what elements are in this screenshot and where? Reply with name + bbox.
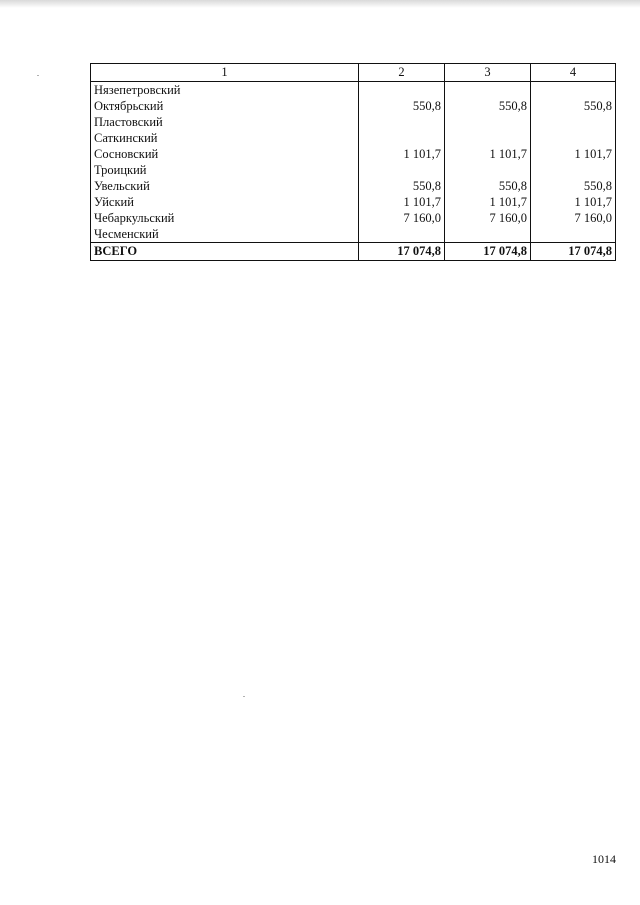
district-name: Чебаркульский [91,210,359,226]
value-cell [531,226,616,243]
value-cell [531,130,616,146]
value-cell [359,130,445,146]
value-cell: 7 160,0 [531,210,616,226]
scan-edge-shadow [0,0,640,8]
district-name: Нязепетровский [91,82,359,99]
district-name: Троицкий [91,162,359,178]
table-row [91,146,616,162]
value-cell: 1 101,7 [359,194,445,210]
value-cell: 550,8 [445,98,531,114]
value-cell: 1 101,7 [531,194,616,210]
table-row [91,226,616,243]
value-cell [445,114,531,130]
value-cell: 7 160,0 [445,210,531,226]
value-cell: 7 160,0 [359,210,445,226]
table-row [91,210,616,226]
table-row [91,130,616,146]
column-header: 1 [91,64,359,82]
value-cell [359,226,445,243]
value-cell: 550,8 [359,178,445,194]
value-cell [445,226,531,243]
page-number: 1014 [592,852,616,866]
total-label: ВСЕГО [91,243,359,261]
value-cell: 1 101,7 [359,146,445,162]
table-row [91,98,616,114]
table-row [91,114,616,130]
total-value: 17 074,8 [359,243,445,261]
scan-speck [243,696,245,697]
value-cell [531,162,616,178]
value-cell [359,162,445,178]
table-row [91,178,616,194]
value-cell: 1 101,7 [531,146,616,162]
district-name: Чесменский [91,226,359,243]
table-header-row [91,64,616,82]
scan-speck [37,75,39,76]
column-header: 2 [359,64,445,82]
value-cell: 550,8 [445,178,531,194]
district-name: Саткинский [91,130,359,146]
table-row [91,82,616,99]
column-header: 3 [445,64,531,82]
value-cell [531,82,616,99]
value-cell: 550,8 [531,178,616,194]
value-cell [359,114,445,130]
district-name: Увельский [91,178,359,194]
table-row [91,162,616,178]
value-cell [531,114,616,130]
total-value: 17 074,8 [445,243,531,261]
district-name: Уйский [91,194,359,210]
column-header: 4 [531,64,616,82]
value-cell [359,82,445,99]
value-cell: 550,8 [359,98,445,114]
value-cell: 1 101,7 [445,194,531,210]
value-cell [445,82,531,99]
value-cell [445,130,531,146]
table-row [91,194,616,210]
value-cell: 550,8 [531,98,616,114]
total-row [91,243,616,261]
district-name: Сосновский [91,146,359,162]
total-value: 17 074,8 [531,243,616,261]
value-cell: 1 101,7 [445,146,531,162]
district-name: Октябрьский [91,98,359,114]
data-table [90,63,616,261]
value-cell [445,162,531,178]
district-name: Пластовский [91,114,359,130]
